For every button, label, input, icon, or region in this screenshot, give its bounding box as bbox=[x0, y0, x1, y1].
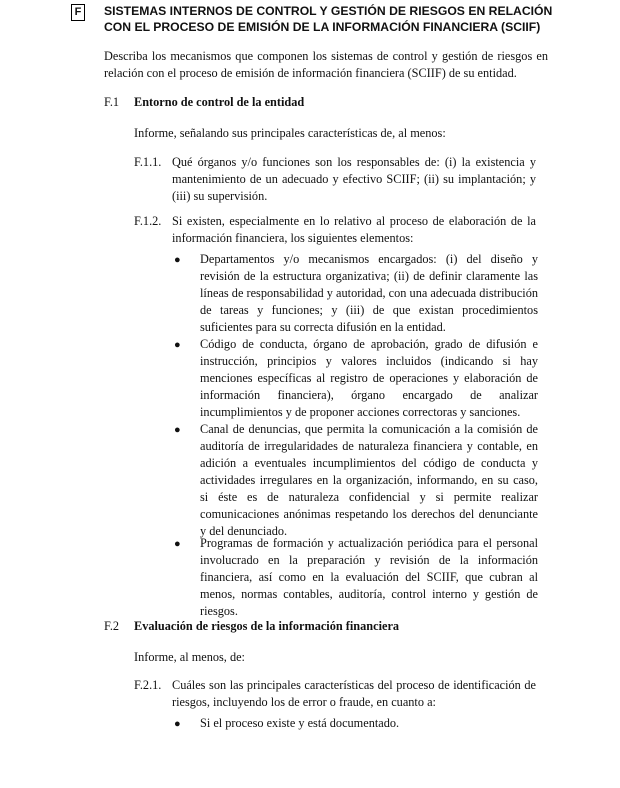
f12-bullet-1: Departamentos y/o mecanismos encargados: (i) del diseño y revisión de la estructura organizativa; (ii) de definir claramente las líneas de responsabilidad y autoridad, con una adecuada distribución de tareas y funciones; y (iii) de que existan procedimientos suficientes para su correcta difusión en la entidad. bbox=[200, 252, 538, 334]
f11-text: Qué órganos y/o funciones son los responsables de: (i) la existencia y mantenimiento de un adecuado y efectivo SCIIF; (ii) su implantación; y (iii) su supervisión. bbox=[172, 155, 536, 203]
bullet-icon: ● bbox=[174, 424, 181, 436]
f2-lead: Informe, al menos, de: bbox=[134, 650, 245, 664]
f2-code: F.2 bbox=[104, 619, 120, 633]
f2-heading: Evaluación de riesgos de la información financiera bbox=[134, 619, 400, 633]
f21-text: Cuáles son las principales características del proceso de identificación de riesgos, incluyendo los de error o fraude, en cuanto a: bbox=[172, 678, 536, 709]
f1-heading: Entorno de control de la entidad bbox=[134, 95, 305, 109]
section-letter-box: F bbox=[71, 4, 85, 21]
f21-code: F.2.1. bbox=[134, 678, 162, 692]
bullet-icon: ● bbox=[174, 339, 181, 351]
bullet-icon: ● bbox=[174, 538, 181, 550]
f21-bullet-1: Si el proceso existe y está documentado. bbox=[200, 716, 400, 730]
section-title: SISTEMAS INTERNOS DE CONTROL Y GESTIÓN DE RIESGOS EN RELACIÓN CON EL PROCESO DE EMISIÓN DE LA INFORMACIÓN FINANCIERA (SCIIF) bbox=[104, 4, 553, 34]
f12-code: F.1.2. bbox=[134, 214, 162, 228]
f12-text: Si existen, especialmente en lo relativo al proceso de elaboración de la información financiera, los siguientes elementos: bbox=[172, 214, 536, 245]
f12-bullet-4: Programas de formación y actualización periódica para el personal involucrado en la preparación y revisión de la información financiera, así como en la evaluación del SCIIF, que cubran al menos, normas contables, auditoría, control interno y gestión de riesgos. bbox=[200, 536, 538, 618]
f1-lead: Informe, señalando sus principales características de, al menos: bbox=[134, 126, 446, 140]
bullet-icon: ● bbox=[174, 718, 181, 730]
bullet-icon: ● bbox=[174, 254, 181, 266]
f11-code: F.1.1. bbox=[134, 155, 162, 169]
f12-bullet-2: Código de conducta, órgano de aprobación, grado de difusión e instrucción, principios y valores incluidos (indicando si hay menciones específicas al registro de operaciones y elaboración de información financiera), órgano encargado de analizar incumplimientos y de proponer acciones correctoras y sanciones. bbox=[200, 337, 538, 419]
section-intro: Describa los mecanismos que componen los sistemas de control y gestión de riesgos en relación con el proceso de emisión de información financiera (SCIIF) de su entidad. bbox=[104, 49, 548, 80]
f12-bullet-3: Canal de denuncias, que permita la comunicación a la comisión de auditoría de irregularidades de naturaleza financiera y contable, en adición a eventuales incumplimientos del código de conducta y actividades irregulares en la organización, informando, en su caso, si éste es de naturaleza confidencial y si permite realizar comunicaciones anónimas respetando los derechos del denunciante y del denunciado. bbox=[200, 422, 538, 538]
f1-code: F.1 bbox=[104, 95, 120, 109]
